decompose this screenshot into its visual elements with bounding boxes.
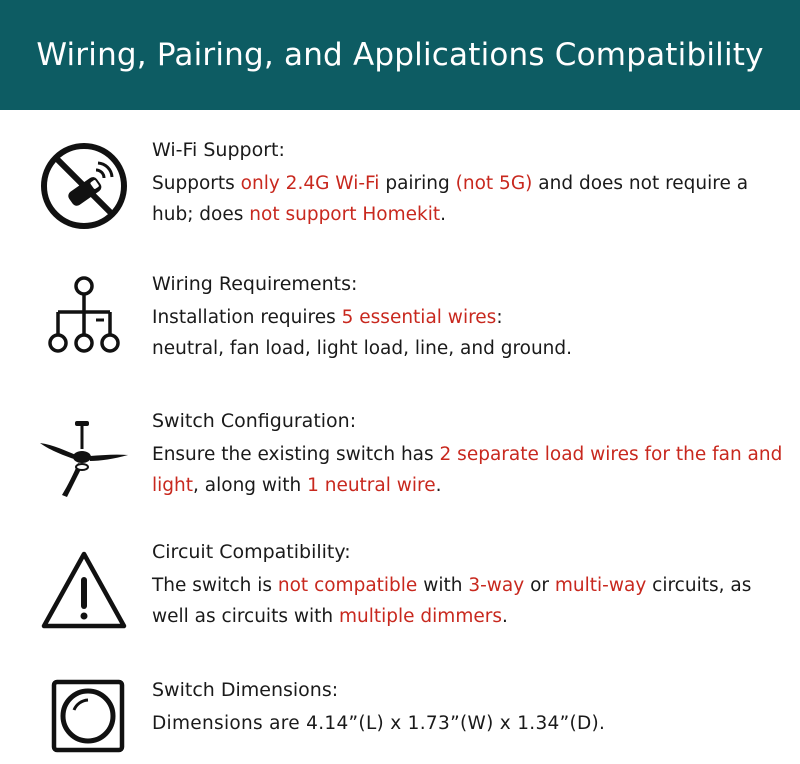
feature-body (152, 708, 792, 739)
feature-body (152, 302, 792, 364)
body-text: . (440, 204, 446, 225)
ceiling-fan-icon (36, 413, 132, 509)
body-text: . (501, 606, 508, 627)
title-banner (0, 0, 800, 110)
body-text: : (496, 307, 503, 328)
feature-text (152, 676, 792, 739)
no-wifi-remote-icon (36, 138, 132, 234)
body-text: with (417, 575, 469, 596)
feature-heading: Switch Dimensions: (152, 679, 339, 701)
body-text: pairing (379, 173, 456, 194)
feature-heading: Wiring Requirements: (152, 273, 358, 295)
feature-body (152, 168, 792, 230)
body-text: circuits, as well as circuits with (152, 575, 752, 627)
body-text: Dimensions are 4.14”(L) x 1.73”(W) x 1.34”(D). (152, 713, 606, 734)
body-text: . (435, 475, 442, 496)
body-text: neutral, fan load, light load, line, and ground. (152, 338, 573, 359)
feature-heading: Circuit Compatibility: (152, 541, 351, 563)
dimensions-icon (40, 668, 136, 764)
highlighted-text: 1 neutral wire (307, 475, 436, 496)
body-text: The switch is (152, 575, 278, 596)
feature-text (152, 270, 792, 364)
body-text: Installation requires (152, 307, 342, 328)
feature-heading: Wi-Fi Support: (152, 139, 285, 161)
highlighted-text: (not 5G) (455, 173, 533, 194)
feature-text (152, 538, 792, 632)
page-title: Wiring, Pairing, and Applications Compatibility (36, 37, 764, 73)
feature-body (152, 439, 792, 501)
feature-text (152, 407, 792, 501)
highlighted-text: 3-way (468, 575, 525, 596)
feature-text (152, 136, 792, 230)
highlighted-text: multiple dimmers (338, 606, 502, 627)
highlighted-text: 2 separate load wires for the fan and light (152, 444, 783, 496)
wiring-diagram-icon (36, 270, 132, 366)
warning-icon (36, 544, 132, 640)
feature-heading: Switch Configuration: (152, 410, 357, 432)
body-text: Supports (152, 173, 241, 194)
feature-body (152, 570, 792, 632)
body-text: , along with (193, 475, 308, 496)
body-text: Ensure the existing switch has (152, 444, 440, 465)
highlighted-text: only 2.4G Wi-Fi (240, 173, 380, 194)
body-text: or (524, 575, 555, 596)
highlighted-text: multi-way (554, 575, 647, 596)
highlighted-text: not compatible (277, 575, 418, 596)
body-text: and does not require a hub; does (152, 173, 749, 225)
highlighted-text: 5 essential wires (341, 307, 497, 328)
highlighted-text: not support Homekit (249, 204, 441, 225)
